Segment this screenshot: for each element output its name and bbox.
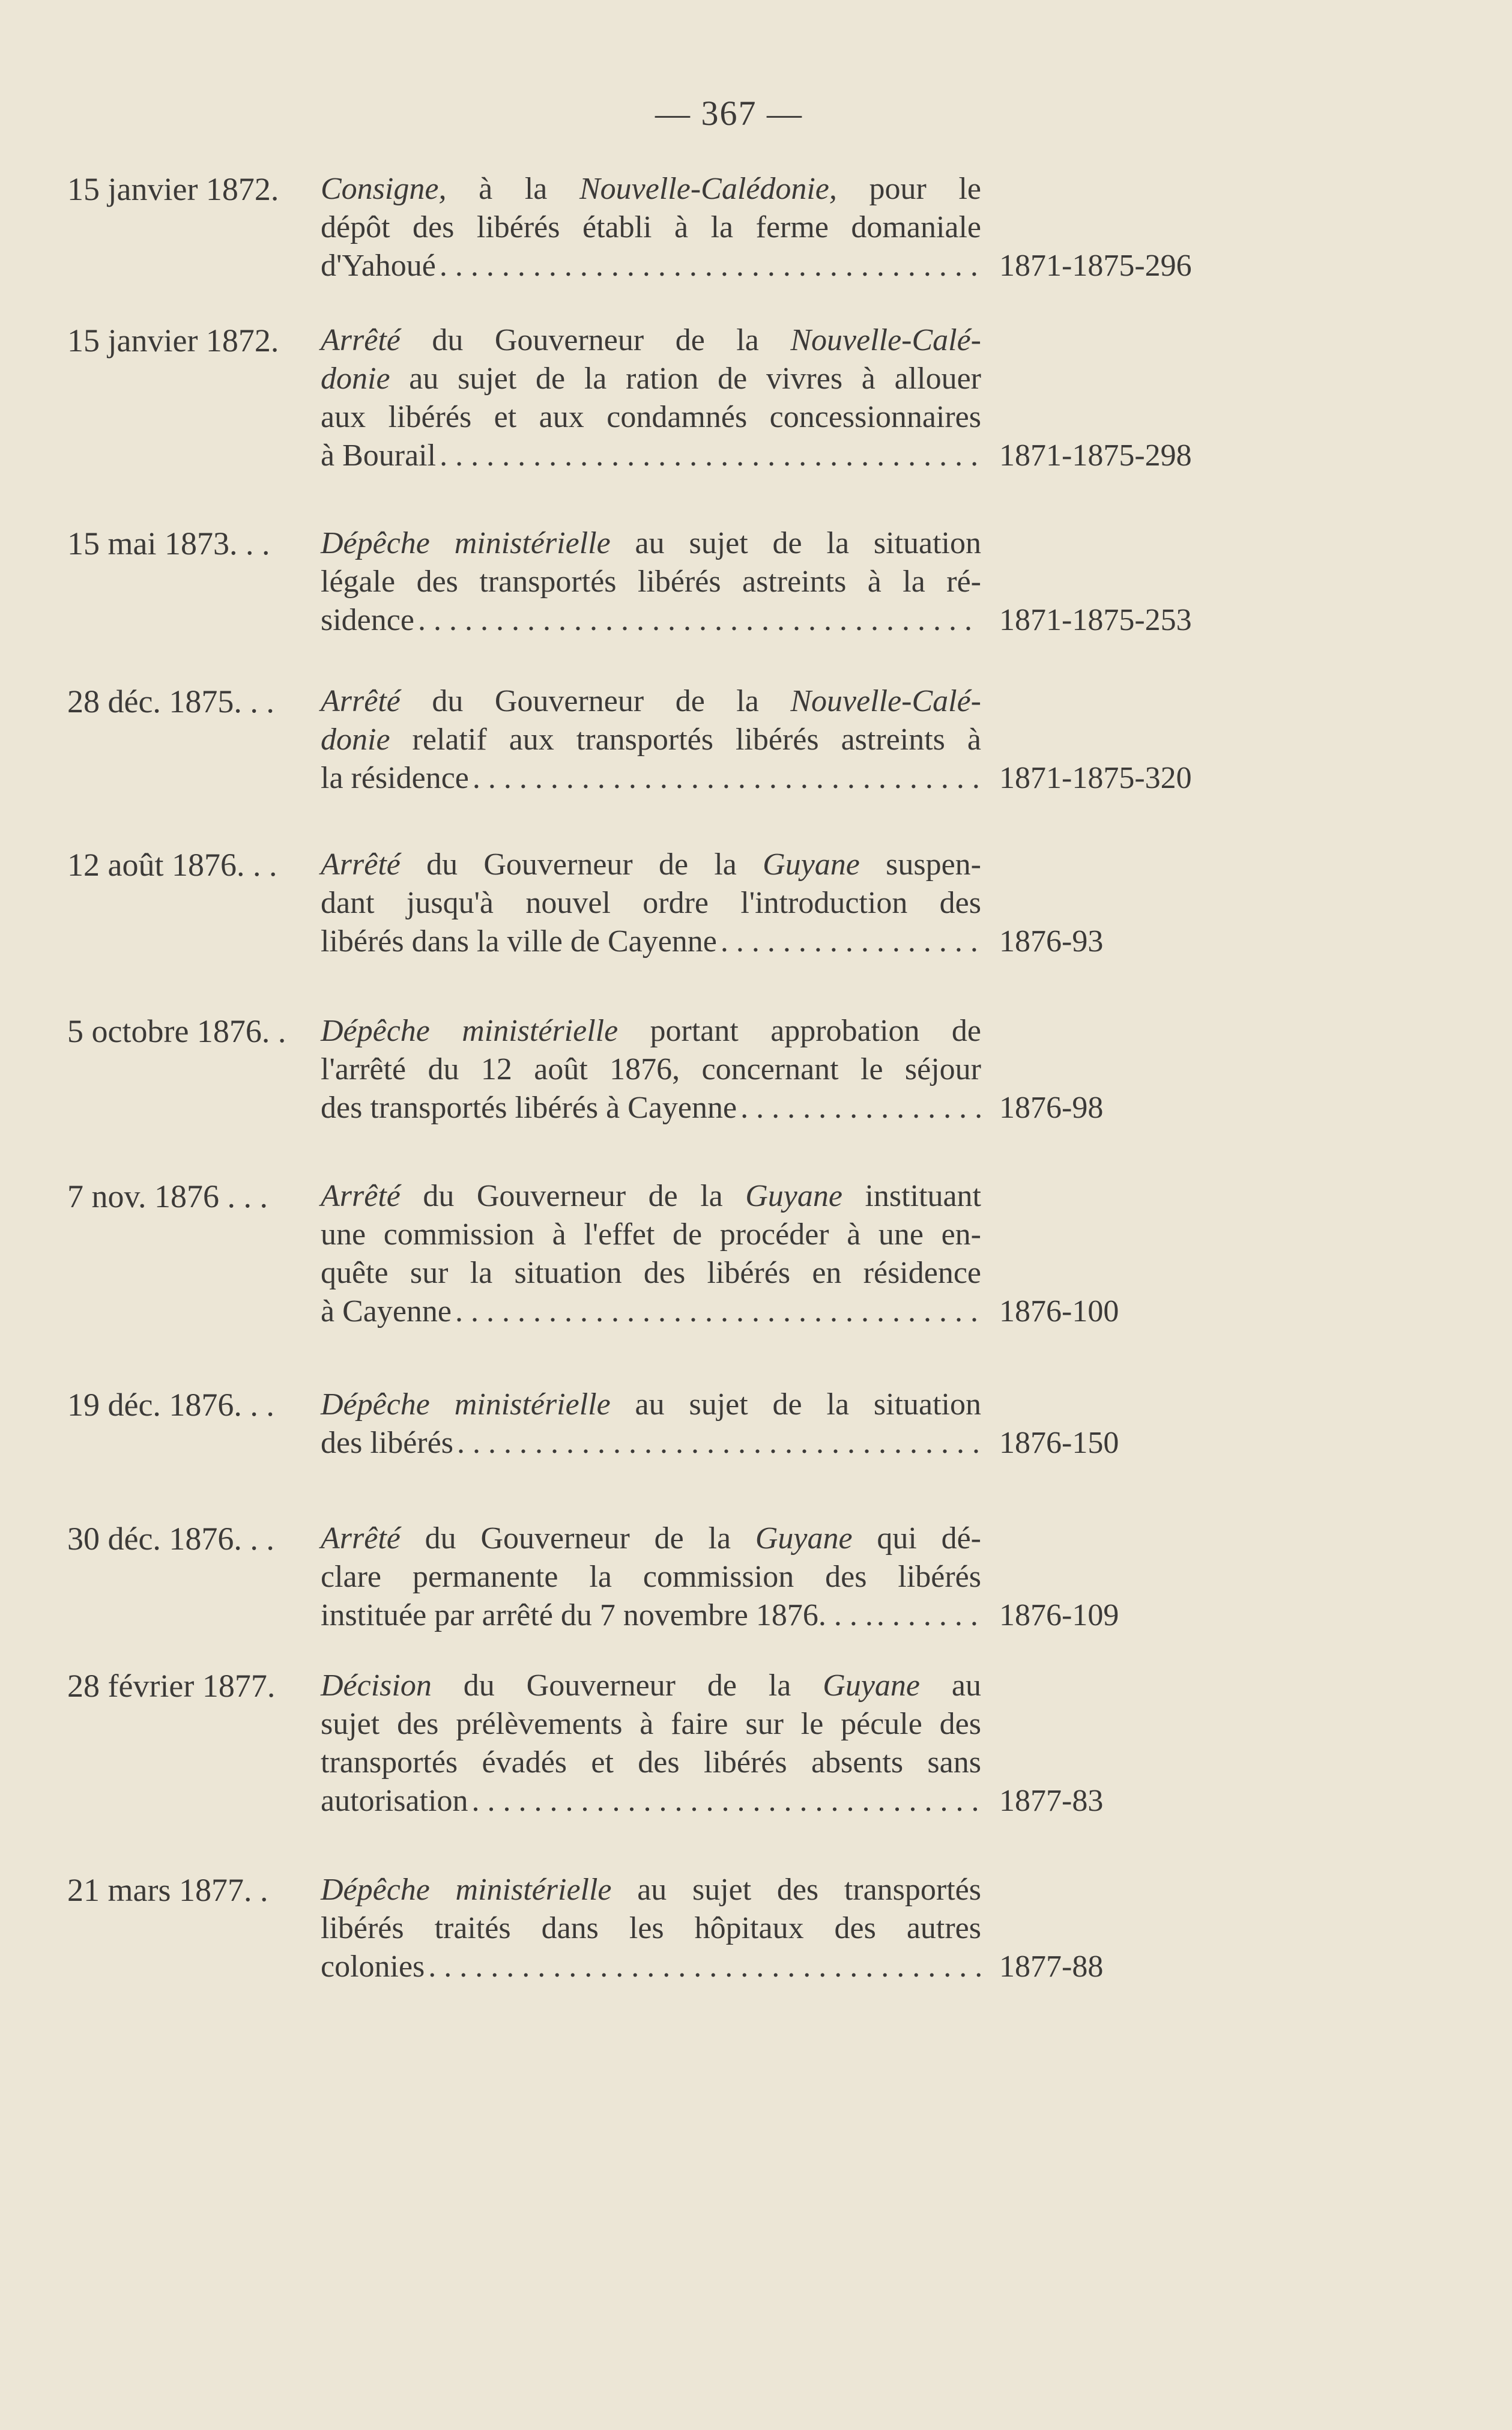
entry-line-text (321, 759, 469, 798)
italic-text: Nouvelle-Calé- (790, 684, 981, 718)
dot-leader (425, 1948, 981, 1986)
roman-text: du Gouverneur de la (431, 1668, 823, 1703)
roman-text: instituée par arrêté du 7 novembre 1876. . . . (321, 1598, 873, 1632)
entry-date: 30 déc. 1876. . . (67, 1521, 274, 1557)
entry-line-text (321, 923, 717, 961)
entry-description (321, 682, 981, 798)
entry-date: 12 août 1876. . . (67, 847, 277, 883)
entry-date: 19 déc. 1876. . . (67, 1387, 274, 1423)
dot-leader (873, 1596, 981, 1635)
entry-date: 28 déc. 1875. . . (67, 683, 274, 720)
roman-text: du Gouverneur de la (400, 1179, 746, 1213)
italic-text: Guyane (763, 847, 860, 882)
entry-line (321, 1909, 981, 1948)
roman-text: l'arrêté du 12 août 1876, concernant le séjour (321, 1052, 981, 1086)
entry-description (321, 321, 981, 475)
entry-reference: 1877-88 (999, 1950, 1104, 1984)
italic-text: Arrêté (321, 1521, 401, 1556)
entry-line-text (321, 437, 436, 475)
italic-text: Guyane (745, 1179, 842, 1213)
roman-text: à la (446, 172, 579, 206)
roman-text: au sujet de la situation (610, 526, 981, 560)
entry-line-text (321, 1292, 452, 1331)
italic-text: Dépêche ministérielle (321, 1387, 611, 1422)
roman-text: d'Yahoué (321, 249, 436, 283)
italic-text: Décision (321, 1668, 432, 1703)
entry-line (321, 1871, 981, 1909)
italic-text: Dépêche ministérielle (321, 1014, 618, 1048)
entry-date: 15 janvier 1872. (67, 323, 279, 359)
entry-date: 21 mars 1877. . (67, 1872, 268, 1908)
italic-text: donie (321, 723, 390, 757)
entry-description (321, 170, 981, 285)
entry-line (321, 601, 981, 640)
entry-line (321, 1667, 981, 1705)
roman-text: dant jusqu'à nouvel ordre l'introduction des (321, 886, 981, 920)
entry-line (321, 1254, 981, 1292)
dot-leader (737, 1089, 981, 1127)
entry-line (321, 1050, 981, 1089)
dot-leader (436, 437, 981, 475)
entry-line (321, 682, 981, 721)
roman-text: la résidence (321, 761, 469, 795)
italic-text: Guyane (823, 1668, 921, 1703)
entry-reference: 1876-100 (999, 1294, 1119, 1329)
roman-text: du Gouverneur de la (400, 323, 791, 357)
roman-text: libérés traités dans les hôpitaux des autres (321, 1911, 981, 1945)
entry-line (321, 884, 981, 923)
roman-text: pour le (836, 172, 982, 206)
entry-line-text (321, 1596, 873, 1635)
dot-leader (452, 1292, 981, 1331)
entry-reference: 1876-93 (999, 924, 1104, 959)
entry-line (321, 524, 981, 563)
entry-line (321, 1089, 981, 1127)
dot-leader (468, 1782, 981, 1820)
roman-text: quête sur la situation des libérés en résidence (321, 1256, 981, 1290)
entry-line (321, 360, 981, 398)
entry-line-text (321, 1424, 453, 1462)
entry-line-text (321, 1089, 737, 1127)
roman-text: clare permanente la commission des libérés (321, 1560, 981, 1594)
roman-text: sidence (321, 603, 414, 637)
italic-text: Consigne, (321, 172, 447, 206)
entry-line (321, 1948, 981, 1986)
italic-text: Arrêté (321, 847, 401, 882)
entry-line (321, 247, 981, 285)
roman-text: qui dé- (852, 1521, 982, 1556)
dot-leader (469, 759, 981, 798)
roman-text: sujet des prélèvements à faire sur le pécule des (321, 1707, 981, 1741)
dot-leader (414, 601, 981, 640)
entry-line (321, 437, 981, 475)
roman-text: suspen- (859, 847, 981, 882)
roman-text: à Cayenne (321, 1294, 452, 1329)
entry-description (321, 1871, 981, 1986)
entry-line (321, 1386, 981, 1424)
roman-text: du Gouverneur de la (400, 847, 763, 882)
entry-date: 5 octobre 1876. . (67, 1013, 286, 1049)
entry-description (321, 846, 981, 961)
entry-line-text (321, 1782, 468, 1820)
entry-line-text (321, 247, 436, 285)
roman-text: des transportés libérés à Cayenne (321, 1091, 737, 1125)
roman-text: légale des transportés libérés astreints à la ré- (321, 565, 981, 599)
entry-line (321, 759, 981, 798)
roman-text: au sujet de la ration de vivres à allouer (390, 362, 981, 396)
entry-description (321, 1667, 981, 1820)
entry-description (321, 1520, 981, 1635)
entry-line (321, 1782, 981, 1820)
roman-text: aux libérés et aux condamnés concessionnaires (321, 400, 981, 434)
dot-leader (453, 1424, 981, 1462)
roman-text: du Gouverneur de la (400, 1521, 755, 1556)
entry-line (321, 1424, 981, 1462)
dot-leader (717, 923, 981, 961)
entry-line (321, 208, 981, 247)
roman-text: au (920, 1668, 981, 1703)
entry-line-text (321, 1948, 425, 1986)
italic-text: Nouvelle-Calédonie, (579, 172, 837, 206)
roman-text: au sujet des transportés (611, 1873, 981, 1907)
entry-line-text (321, 601, 414, 640)
roman-text: au sujet de la situation (610, 1387, 981, 1422)
entry-line (321, 1744, 981, 1782)
entry-line (321, 1292, 981, 1331)
entry-reference: 1876-98 (999, 1091, 1104, 1125)
entry-line (321, 721, 981, 759)
entry-line (321, 1177, 981, 1216)
roman-text: transportés évadés et des libérés absents sans (321, 1745, 981, 1780)
entry-line (321, 321, 981, 360)
italic-text: Arrêté (321, 323, 401, 357)
italic-text: Dépêche ministérielle (321, 526, 611, 560)
italic-text: Arrêté (321, 684, 401, 718)
roman-text: des libérés (321, 1426, 453, 1460)
roman-text: relatif aux transportés libérés astreints à (390, 723, 981, 757)
entry-date: 15 janvier 1872. (67, 171, 279, 207)
roman-text: une commission à l'effet de procéder à une en- (321, 1217, 981, 1252)
entry-line (321, 563, 981, 601)
roman-text: libérés dans la ville de Cayenne (321, 924, 717, 959)
roman-text: du Gouverneur de la (400, 684, 791, 718)
entry-reference: 1871-1875-296 (999, 249, 1192, 283)
entry-line (321, 1705, 981, 1744)
entry-line (321, 1520, 981, 1558)
italic-text: Arrêté (321, 1179, 401, 1213)
entry-line (321, 1558, 981, 1596)
roman-text: à Bourail (321, 438, 437, 473)
entry-description (321, 1012, 981, 1127)
italic-text: donie (321, 362, 390, 396)
roman-text: instituant (842, 1179, 981, 1213)
entry-date: 7 nov. 1876 . . . (67, 1178, 268, 1214)
entry-description (321, 1386, 981, 1462)
entry-reference: 1877-83 (999, 1784, 1104, 1818)
entry-reference: 1871-1875-320 (999, 761, 1192, 795)
italic-text: Dépêche ministérielle (321, 1873, 612, 1907)
page-number: — 367 — (655, 94, 803, 133)
roman-text: colonies (321, 1950, 425, 1984)
entry-line (321, 170, 981, 208)
entry-description (321, 1177, 981, 1331)
entry-date: 15 mai 1873. . . (67, 526, 270, 562)
italic-text: Nouvelle-Calé- (790, 323, 981, 357)
entry-line (321, 398, 981, 437)
entry-reference: 1871-1875-253 (999, 603, 1192, 637)
roman-text: portant approbation de (618, 1014, 981, 1048)
entry-line (321, 846, 981, 884)
entry-reference: 1876-109 (999, 1598, 1119, 1632)
entry-line (321, 1596, 981, 1635)
entry-reference: 1876-150 (999, 1426, 1119, 1460)
entry-line (321, 1012, 981, 1050)
italic-text: Guyane (755, 1521, 853, 1556)
entry-description (321, 524, 981, 640)
entry-line (321, 1216, 981, 1254)
roman-text: autorisation (321, 1784, 468, 1818)
roman-text: dépôt des libérés établi à la ferme domaniale (321, 210, 981, 244)
entry-reference: 1871-1875-298 (999, 438, 1192, 473)
dot-leader (436, 247, 981, 285)
entry-date: 28 février 1877. (67, 1668, 276, 1704)
entry-line (321, 923, 981, 961)
